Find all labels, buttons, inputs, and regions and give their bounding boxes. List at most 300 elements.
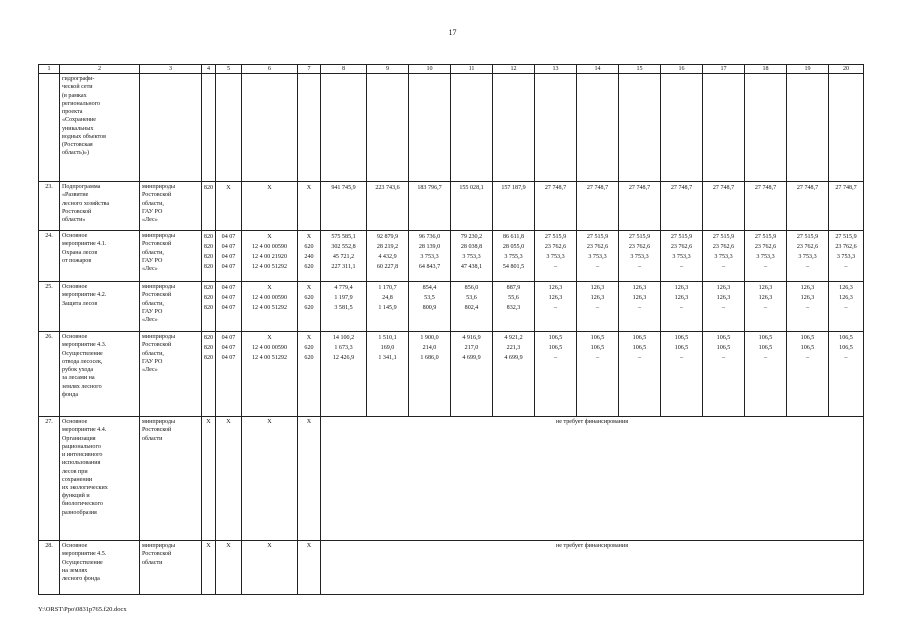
responsible-executor: минприроды Ростовской области [140,541,202,595]
cell-value: 23 762,6 [754,244,777,251]
value-cell [216,282,242,332]
cell-value: – [763,305,768,312]
row-number: 24. [39,231,60,282]
value-cell [216,182,242,231]
column-number-14: 14 [577,65,619,74]
value-cell [661,231,703,282]
cell-value: 53,5 [424,295,435,302]
cell-value: 106,5 [758,345,773,352]
cell-value: 620 [304,244,314,251]
value-cell [661,282,703,332]
column-number-13: 13 [535,65,577,74]
value-cell [202,182,216,231]
cell-value: 23 762,6 [544,244,567,251]
cell-value: 27 515,9 [544,234,567,241]
cell-value: 620 [304,345,314,352]
value-cell [367,231,409,282]
table-row [39,282,864,332]
cell-value: 04 07 [221,244,236,251]
cell-value: 302 552,8 [331,244,356,251]
responsible-executor: минприроды Ростовской области, ГАУ РО «Лес» [140,182,202,231]
cell-value: 23 762,6 [796,244,819,251]
cell-value: 28 139,0 [418,244,441,251]
cell-value: 53,6 [466,295,477,302]
value-cell [367,74,409,182]
budget-code-cell: X [242,541,298,595]
cell-value: 223 743,6 [375,185,400,192]
cell-value: 4 699,9 [462,355,481,362]
value-cell [745,282,787,332]
measure-name: Основное мероприятие 4.3. Осуществление отвода лесосек, рубок ухода за лесами на землях лесного фонда [60,332,140,417]
cell-value: 126,3 [758,295,773,302]
cell-value: 54 801,5 [502,264,525,271]
cell-value: 04 07 [221,295,236,302]
budget-code-cell: X [242,417,298,541]
value-cell [535,182,577,231]
cell-value: 106,5 [590,345,605,352]
value-cell [577,231,619,282]
cell-value: 126,3 [839,285,853,292]
measure-name: Основное мероприятие 4.1. Охрана лесов от пожаров [60,231,140,282]
value-cell [787,282,829,332]
budget-code-cell: X [202,541,216,595]
cell-value: 1 900,0 [420,335,439,342]
budget-code-cell: X [298,541,321,595]
budget-code-cell: X [202,417,216,541]
cell-value: – [805,305,810,312]
value-cell [661,332,703,417]
value-cell [745,182,787,231]
cell-value: 12 4 00 51292 [251,305,288,312]
cell-value: – [679,355,684,362]
cell-value: 86 611,8 [502,234,525,241]
cell-value: 28 219,2 [376,244,399,251]
value-cell [703,231,745,282]
value-cell [829,231,864,282]
value-cell [451,332,493,417]
column-number-16: 16 [661,65,703,74]
cell-value: 1 510,1 [378,335,397,342]
value-cell [493,182,535,231]
cell-value: 820 [203,285,214,292]
cell-value: – [721,355,726,362]
value-cell [242,231,298,282]
value-cell [619,182,661,231]
column-number-9: 9 [367,65,409,74]
value-cell [787,231,829,282]
value-cell [298,182,321,231]
value-cell [577,182,619,231]
value-cell [451,182,493,231]
cell-value: 3 753,3 [420,254,439,261]
cell-value: – [595,305,600,312]
cell-value: 106,5 [800,345,815,352]
cell-value: 27 748,7 [754,185,777,192]
cell-value: 820 [203,185,214,192]
cell-value: 3 753,3 [714,254,733,261]
cell-value: 27 515,9 [670,234,693,241]
cell-value: 620 [304,264,314,271]
cell-value: 820 [203,295,214,302]
cell-value: 45 721,2 [332,254,355,261]
cell-value: 620 [304,355,314,362]
cell-value: 3 753,3 [672,254,691,261]
cell-value: 106,5 [674,335,689,342]
cell-value: 1 686,0 [420,355,439,362]
cell-value: 126,3 [716,285,731,292]
value-cell [829,282,864,332]
cell-value: 27 515,9 [586,234,609,241]
cell-value: 820 [203,305,214,312]
cell-value: 3 581,5 [334,305,353,312]
cell-value: 1 145,9 [378,305,397,312]
cell-value: 106,5 [590,335,605,342]
cell-value: 12 4 00 51292 [251,264,288,271]
cell-value: 3 753,3 [836,254,856,261]
cell-value: 106,5 [800,335,815,342]
cell-value: 126,3 [758,285,773,292]
value-cell [745,74,787,182]
cell-value: 221,3 [506,345,521,352]
table-row [39,74,864,182]
cell-value: 4 921,2 [504,335,523,342]
value-cell [535,231,577,282]
cell-value: 854,4 [422,285,437,292]
cell-value: 820 [203,335,214,342]
column-number-3: 3 [140,65,202,74]
cell-value: 79 230,2 [460,234,483,241]
cell-value: 23 762,6 [712,244,735,251]
value-cell [298,282,321,332]
table-row [39,182,864,231]
value-cell [202,231,216,282]
value-cell [451,74,493,182]
value-cell [298,74,321,182]
cell-value: 23 762,6 [835,244,857,251]
cell-value: 23 762,6 [670,244,693,251]
value-cell [242,332,298,417]
value-cell [787,332,829,417]
value-cell [829,182,864,231]
value-cell [409,282,451,332]
cell-value: – [679,305,684,312]
cell-value: 04 07 [221,254,236,261]
cell-value: 4 779,4 [334,285,353,292]
value-cell [577,74,619,182]
cell-value: 1 673,3 [334,345,353,352]
value-cell [216,74,242,182]
cell-value: 27 748,7 [670,185,693,192]
cell-value: 04 07 [221,285,236,292]
value-cell [321,332,367,417]
value-cell [745,231,787,282]
cell-value: 126,3 [632,295,647,302]
row-number: 26. [39,332,60,417]
table-row [39,332,864,417]
value-cell [242,182,298,231]
cell-value: 12 4 00 00590 [251,244,288,251]
cell-value: 04 07 [221,335,236,342]
responsible-executor: минприроды Ростовской области [140,417,202,541]
column-number-15: 15 [619,65,661,74]
cell-value: 126,3 [716,295,731,302]
value-cell [619,231,661,282]
row-number [39,74,60,182]
cell-value: 126,3 [590,285,605,292]
cell-value: 802,4 [464,305,479,312]
value-cell [829,74,864,182]
value-cell [367,182,409,231]
cell-value: 620 [304,305,314,312]
cell-value: 1 341,1 [378,355,397,362]
cell-value: 820 [203,345,214,352]
cell-value: 217,0 [464,345,479,352]
cell-value: 820 [203,244,214,251]
cell-value: 1 170,7 [378,285,397,292]
cell-value: – [637,305,642,312]
column-number-8: 8 [321,65,367,74]
cell-value: 575 585,1 [331,234,356,241]
cell-value: 3 753,3 [546,254,565,261]
cell-value: 3 753,3 [462,254,481,261]
cell-value: 126,3 [800,295,815,302]
column-number-7: 7 [298,65,321,74]
cell-value: 4 916,9 [462,335,481,342]
cell-value: X [267,285,272,292]
cell-value: 04 07 [221,305,236,312]
column-number-row [39,65,864,74]
value-cell [577,332,619,417]
value-cell [661,182,703,231]
no-financing-note: не требует финансирования [321,417,864,541]
table-row [39,417,864,541]
cell-value: – [805,355,810,362]
cell-value: 800,9 [422,305,437,312]
value-cell [321,74,367,182]
cell-value: 27 515,9 [796,234,819,241]
cell-value: 126,3 [632,285,647,292]
cell-value: 04 07 [221,355,236,362]
cell-value: 96 736,0 [418,234,441,241]
cell-value: X [306,335,312,342]
row-number: 25. [39,282,60,332]
cell-value: 28 055,0 [502,244,525,251]
cell-value: X [226,185,231,192]
value-cell [409,182,451,231]
value-cell [451,231,493,282]
cell-value: 47 438,1 [460,264,483,271]
value-cell [493,231,535,282]
column-number-10: 10 [409,65,451,74]
column-number-11: 11 [451,65,493,74]
value-cell [367,282,409,332]
row-number: 28. [39,541,60,595]
value-cell [535,282,577,332]
cell-value: 856,0 [464,285,479,292]
cell-value: 106,5 [716,335,731,342]
value-cell [787,74,829,182]
cell-value: 27 748,7 [712,185,735,192]
value-cell [577,282,619,332]
cell-value: 106,5 [839,335,853,342]
cell-value: 55,6 [508,295,519,302]
cell-value: 12 4 00 00590 [251,345,288,352]
cell-value: 887,9 [506,285,521,292]
cell-value: – [844,355,848,362]
value-cell [298,332,321,417]
cell-value: – [763,264,768,271]
cell-value: 12 4 00 51292 [251,355,288,362]
cell-value: 64 843,7 [418,264,441,271]
responsible-executor: минприроды Ростовской области, ГАУ РО «Лес» [140,231,202,282]
cell-value: X [306,185,312,192]
value-cell [619,282,661,332]
cell-value: 4 699,9 [504,355,523,362]
value-cell [216,332,242,417]
cell-value: 27 748,7 [835,185,857,192]
measure-name: Основное мероприятие 4.5. Осуществление на землях лесного фонда [60,541,140,595]
column-number-20: 20 [829,65,864,74]
cell-value: 27 748,7 [544,185,567,192]
column-number-18: 18 [745,65,787,74]
cell-value: 14 100,2 [332,335,355,342]
value-cell [703,182,745,231]
cell-value: – [844,264,848,271]
cell-value: 23 762,6 [586,244,609,251]
no-financing-note: не требует финансирования [321,541,864,595]
cell-value: – [844,305,848,312]
cell-value: X [306,285,312,292]
value-cell [535,74,577,182]
value-cell [242,282,298,332]
cell-value: 3 753,3 [630,254,649,261]
value-cell [451,282,493,332]
value-cell [321,231,367,282]
responsible-executor: минприроды Ростовской области, ГАУ РО «Лес» [140,332,202,417]
table-row [39,541,864,595]
cell-value: 04 07 [221,264,236,271]
cell-value: – [763,355,768,362]
value-cell [745,332,787,417]
row-number: 27. [39,417,60,541]
cell-value: – [553,305,558,312]
cell-value: 4 432,9 [378,254,397,261]
cell-value: X [267,335,272,342]
value-cell [703,332,745,417]
value-cell [409,332,451,417]
value-cell [321,282,367,332]
cell-value: 106,5 [548,335,563,342]
cell-value: – [721,264,726,271]
cell-value: 3 753,3 [588,254,607,261]
value-cell [703,74,745,182]
cell-value: 620 [304,295,314,302]
cell-value: 126,3 [590,295,605,302]
value-cell [493,332,535,417]
value-cell [619,332,661,417]
cell-value: 3 753,3 [798,254,817,261]
value-cell [787,182,829,231]
cell-value: 04 07 [221,345,236,352]
column-number-2: 2 [60,65,140,74]
value-cell [493,74,535,182]
cell-value: 941 745,9 [331,185,356,192]
cell-value: 126,3 [674,285,689,292]
cell-value: 28 038,8 [460,244,483,251]
cell-value: – [553,264,558,271]
cell-value: 92 879,9 [376,234,399,241]
cell-value: 106,5 [632,345,647,352]
cell-value: – [595,355,600,362]
cell-value: 240 [304,254,314,261]
cell-value: 27 748,7 [628,185,651,192]
column-number-19: 19 [787,65,829,74]
cell-value: – [721,305,726,312]
responsible-executor [140,74,202,182]
cell-value: 27 515,9 [835,234,857,241]
value-cell [535,332,577,417]
cell-value: 106,5 [716,345,731,352]
budget-table [38,64,864,595]
cell-value: 3 755,3 [504,254,523,261]
value-cell [202,332,216,417]
file-path-footer: Y:\ORST\Ppo\0831p765.f20.docx [38,606,127,613]
cell-value: 126,3 [548,295,563,302]
responsible-executor: минприроды Ростовской области, ГАУ РО «Лес» [140,282,202,332]
table-body [39,65,864,595]
column-number-1: 1 [39,65,60,74]
cell-value: 126,3 [800,285,815,292]
budget-code-cell: X [216,541,242,595]
cell-value: X [306,234,312,241]
cell-value: – [805,264,810,271]
cell-value: – [637,264,642,271]
cell-value: 24,8 [382,295,393,302]
value-cell [409,74,451,182]
value-cell [409,231,451,282]
row-number: 23. [39,182,60,231]
cell-value: 27 515,9 [754,234,777,241]
budget-code-cell: X [216,417,242,541]
cell-value: 227 311,1 [331,264,356,271]
value-cell [298,231,321,282]
cell-value: 12 426,9 [332,355,355,362]
cell-value: – [595,264,600,271]
cell-value: 106,5 [758,335,773,342]
value-cell [661,74,703,182]
column-number-12: 12 [493,65,535,74]
value-cell [493,282,535,332]
value-cell [202,282,216,332]
cell-value: – [679,264,684,271]
value-cell [242,74,298,182]
cell-value: – [553,355,558,362]
cell-value: 126,3 [548,285,563,292]
cell-value: 157 187,9 [501,185,526,192]
cell-value: 126,3 [839,295,853,302]
value-cell [703,282,745,332]
cell-value: 820 [203,234,214,241]
cell-value: 1 197,9 [334,295,353,302]
column-number-5: 5 [216,65,242,74]
measure-name: Основное мероприятие 4.4. Организация рационального и интенсивного использования лесов при сохранении их экологических функций и биологического разнообразия [60,417,140,541]
value-cell [202,74,216,182]
cell-value: 155 028,1 [459,185,484,192]
measure-name: Подпрограмма «Развитие лесного хозяйства Ростовской области» [60,182,140,231]
cell-value: 126,3 [674,295,689,302]
cell-value: 214,0 [422,345,437,352]
cell-value: 106,5 [674,345,689,352]
